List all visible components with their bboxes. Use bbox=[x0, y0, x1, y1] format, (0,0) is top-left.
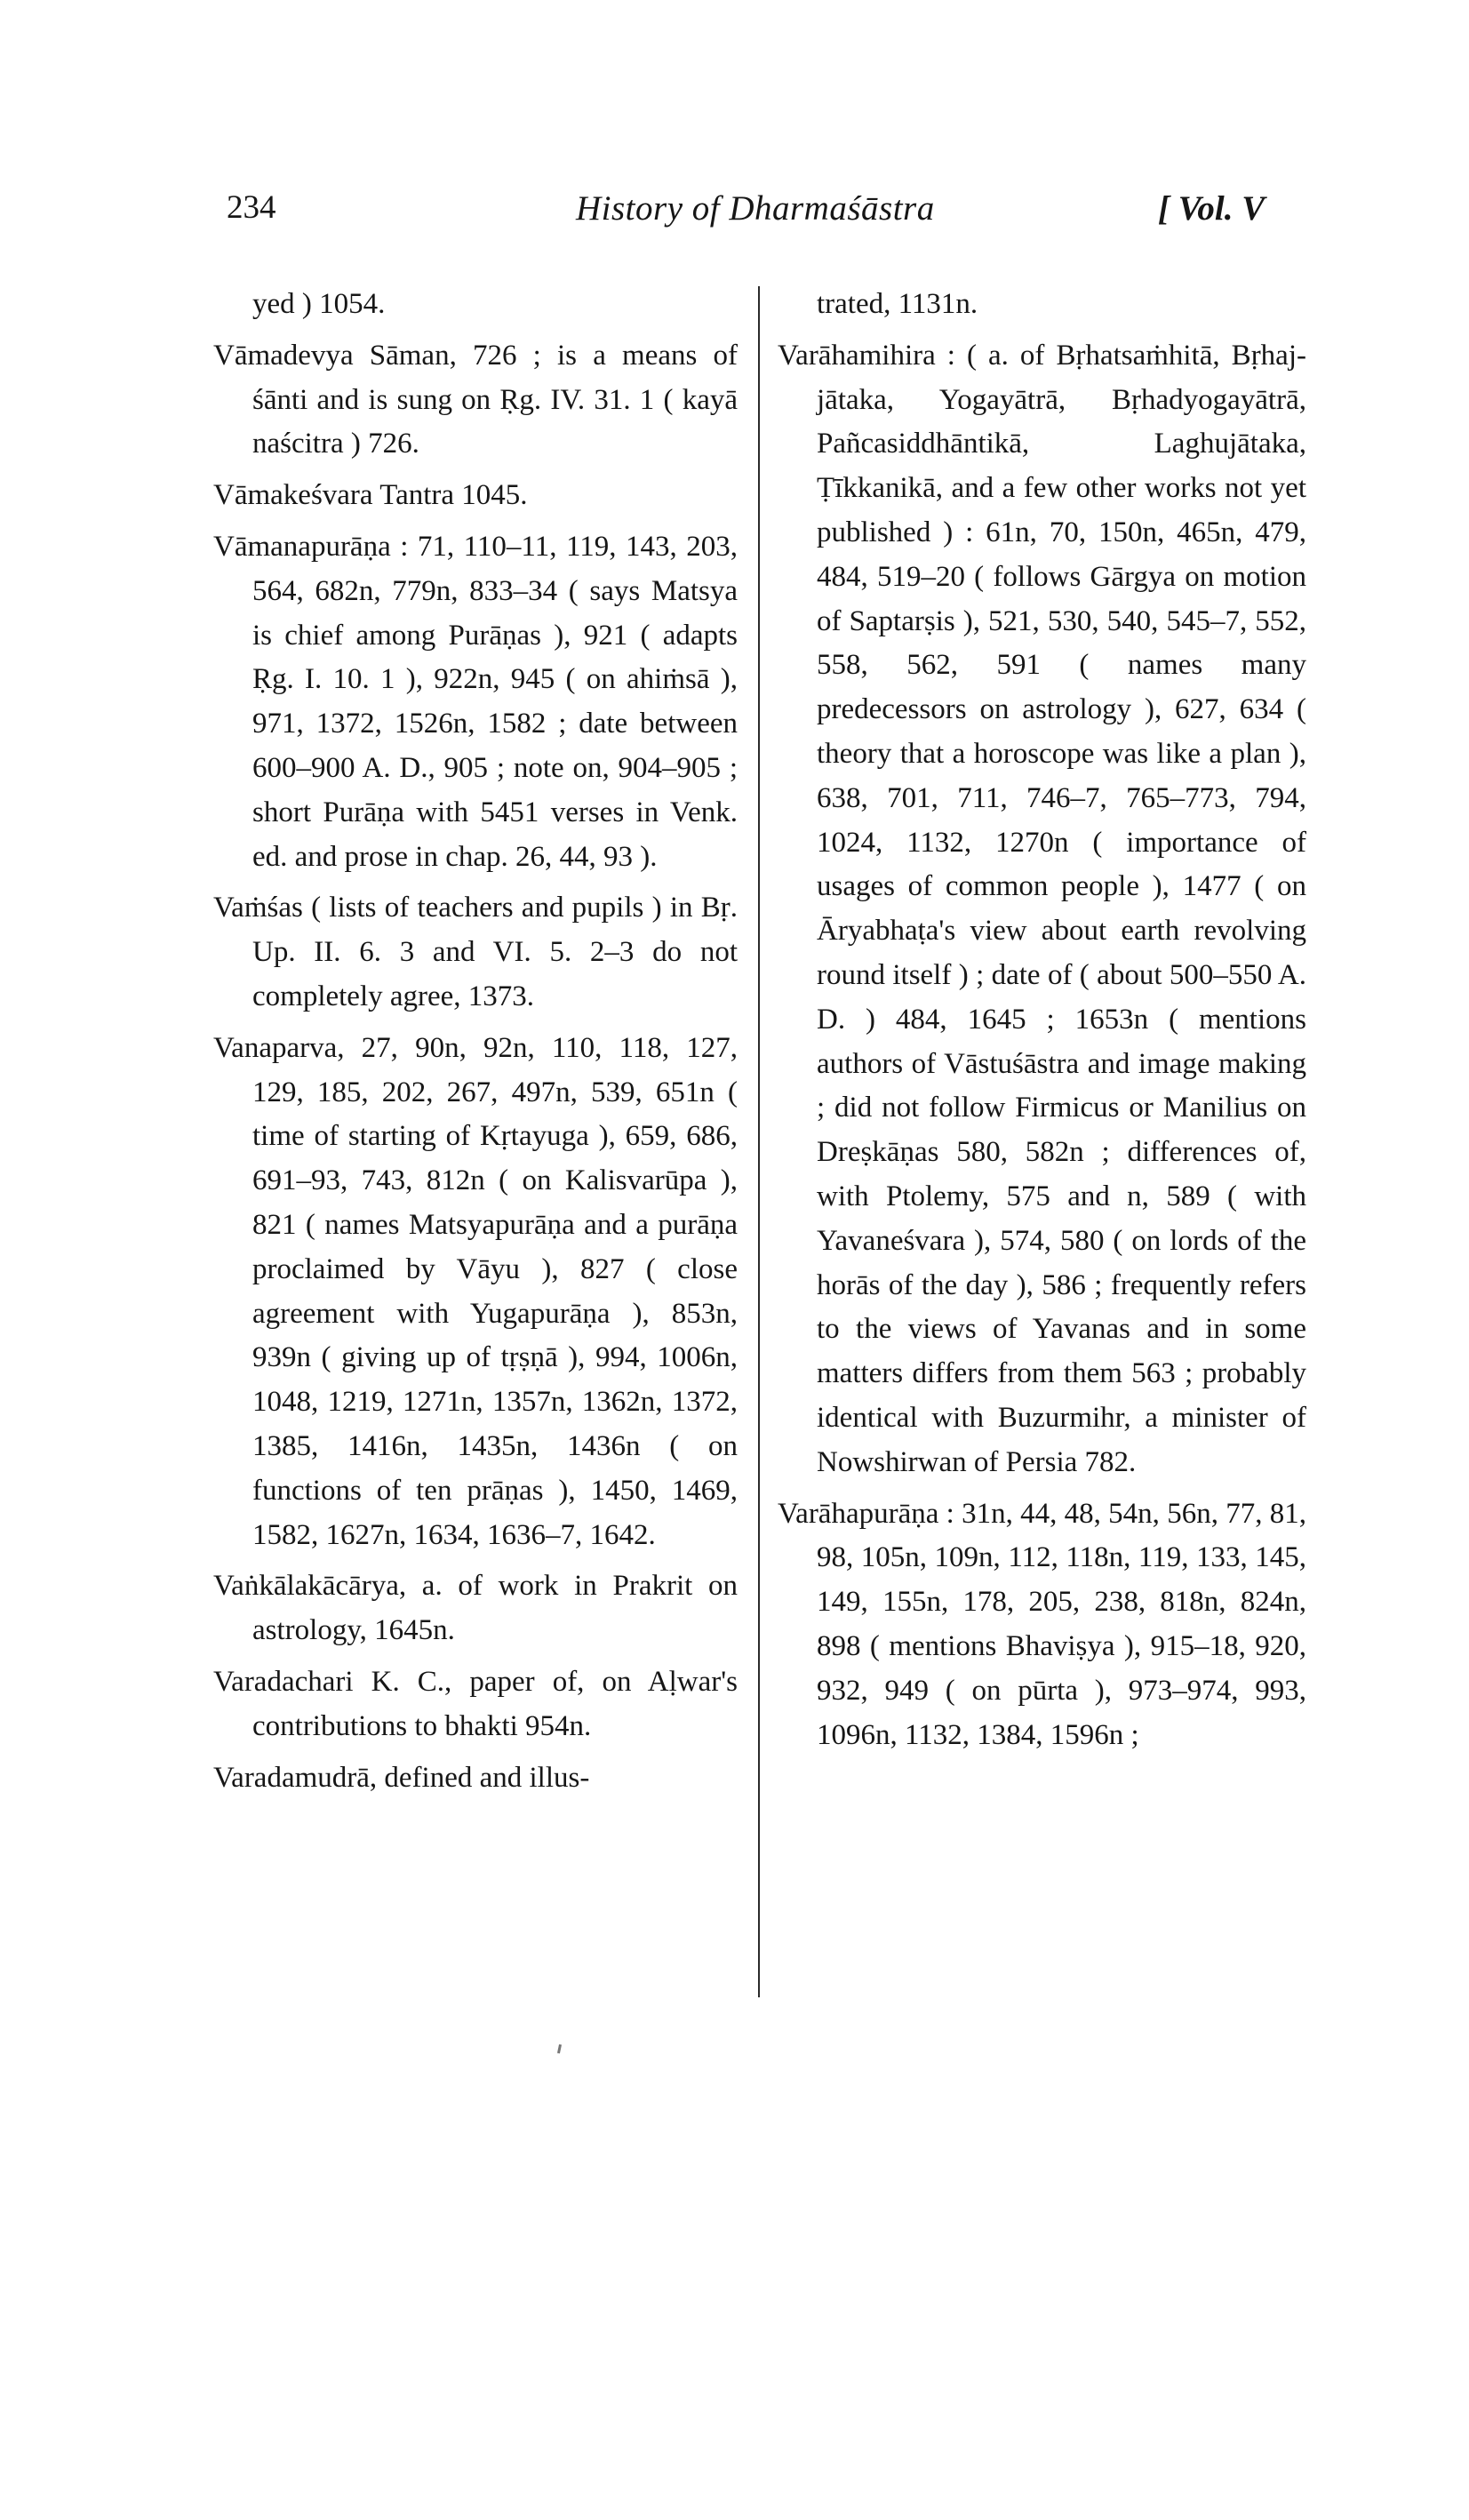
index-entry: Varadamudrā, defined and illus- bbox=[213, 1761, 590, 1794]
volume-label: [ Vol. V bbox=[1158, 189, 1265, 228]
index-entry: Varāhapurāṇa : 31n, 44, 48, 54n, 56n, 77, 81, 98, 105n, 109n, 112, 118n, 119, 133, 145, 149, 155n, 178, 205, 238, 818n, 824n, 898 ( mentions Bhaviṣya ), 915–18, 920, 932, 949 ( on pūrta ), 973–974, 993, 1096n, 1132, 1384, 1596n ; bbox=[778, 1497, 1306, 1751]
index-entry: Vāmanapurāṇa : 71, 110–11, 119, 143, 203, 564, 682n, 779n, 833–34 ( says Matsya is chief among Purāṇas ), 921 ( adapts Ṛg. I. 10. 1 ), 922n, 945 ( on ahiṁsā ), 971, 1372, 1526n, 1582 ; date between 600–900 A. D., 905 ; note on, 904–905 ; short Purāṇa with 5451 verses in Venk. ed. and prose in chap. 26, 44, 93 ). bbox=[213, 530, 738, 873]
running-title: History of Dharmaśāstra bbox=[576, 189, 935, 228]
page-number: 234 bbox=[227, 189, 276, 226]
index-entry: Vaṁśas ( lists of teachers and pupils ) in Bṛ. Up. II. 6. 3 and VI. 5. 2–3 do not completely agree, 1373. bbox=[213, 892, 738, 1012]
print-speck bbox=[557, 2044, 562, 2053]
index-entry: Vāmakeśvara Tantra 1045. bbox=[213, 479, 528, 512]
index-entry: Vanaparva, 27, 90n, 92n, 110, 118, 127, 129, 185, 202, 267, 497n, 539, 651n ( time of starting of Kṛtayuga ), 659, 686, 691–93, 743, 812n ( on Kalisvarūpa ), 821 ( names Matsyapurāṇa and a purāṇa proclaimed by Vāyu ), 827 ( close agreement with Yugapurāṇa ), 853n, 939n ( giving up of tṛṣṇā ), 994, 1006n, 1048, 1219, 1271n, 1357n, 1362n, 1372, 1385, 1416n, 1435n, 1436n ( on functions of ten prāṇas ), 1450, 1469, 1582, 1627n, 1634, 1636–7, 1642. bbox=[213, 1031, 738, 1551]
index-entry: Varāhamihira : ( a. of Bṛhatsaṁhitā, Bṛhaj-jātaka, Yogayātrā, Bṛhadyogayātrā, Pañcasiddhāntikā, Laghujātaka, Ṭīkkanikā, and a few other works not yet published ) : 61n, 70, 150n, 465n, 479, 484, 519–20 ( follows Gārgya on motion of Saptarṣis ), 521, 530, 540, 545–7, 552, 558, 562, 591 ( names many predecessors on astrology ), 627, 634 ( theory that a horoscope was like a plan ), 638, 701, 711, 746–7, 765–773, 794, 1024, 1132, 1270n ( importance of usages of common people ), 1477 ( on Āryabhaṭa's view about earth revolving round itself ) ; date of ( about 500–550 A. D. ) 484, 1645 ; 1653n ( mentions authors of Vāstuśāstra and image making ; did not follow Firmicus or Manilius on Dreṣkāṇas 580, 582n ; differences of, with Ptolemy, 575 and n, 589 ( with Yavaneśvara ), 574, 580 ( on lords of the horās of the day ), 586 ; frequently refers to the views of Yavanas and in some matters differs from them 563 ; probably identical with Buzurmihr, a minister of Nowshirwan of Persia 782. bbox=[778, 339, 1306, 1478]
left-index-column bbox=[213, 283, 738, 1807]
index-entry: Vaṅkālakācārya, a. of work in Prakrit on astrology, 1645n. bbox=[213, 1570, 738, 1647]
index-entry: yed ) 1054. bbox=[252, 288, 386, 320]
right-index-column bbox=[778, 283, 1306, 1764]
index-entry: Varadachari K. C., paper of, on Aḷwar's contributions to bhakti 954n. bbox=[213, 1665, 738, 1742]
index-entry: trated, 1131n. bbox=[817, 288, 978, 320]
column-divider bbox=[758, 286, 760, 1997]
index-entry: Vāmadevya Sāman, 726 ; is a means of śānti and is sung on Ṛg. IV. 31. 1 ( kayā naścitra ) 726. bbox=[213, 339, 738, 460]
running-header bbox=[0, 188, 1469, 242]
